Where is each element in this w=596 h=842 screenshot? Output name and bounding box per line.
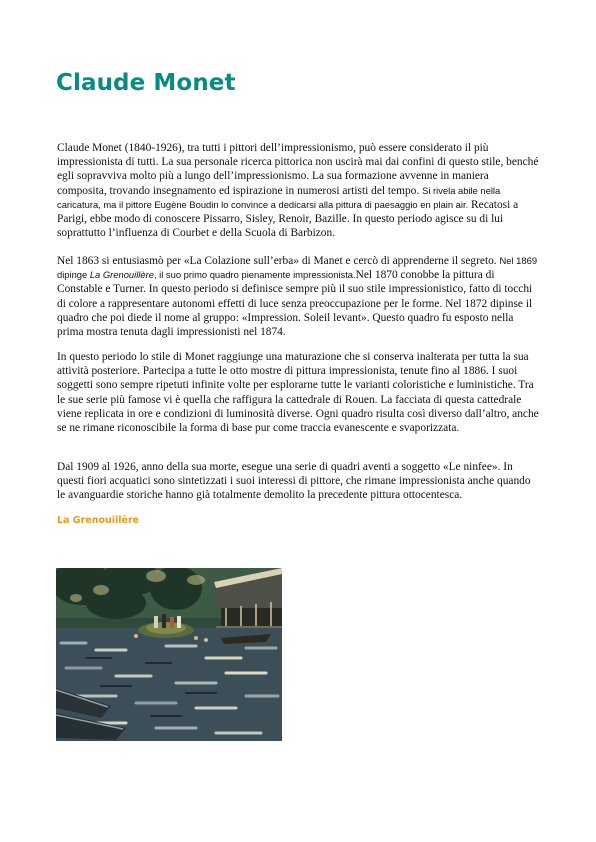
paragraph-2-text-a: Nel 1863 si entusiasmò per «La Colazione sull’erba» di Manet e cercò di apprenderne il segreto. [57,255,500,267]
paragraph-1 [57,141,541,240]
paragraph-1-text-b: Si rivela abile nella caricatura, ma il pittore Eugène Boudin lo convince a dedicarsi alla pittura di paesaggio en plain air. [57,184,501,210]
paragraph-1-text-c: Recatosi a Parigi, ebbe modo di conoscere Pissarro, Sisley, Renoir, Bazille. In questo periodo agisce su di lui soprattutto l’influenza di Courbet e della Scuola di Barbizon. [57,198,519,240]
paragraph-2-text-b: Nel 1869 dipinge [57,255,538,281]
paragraph-2-text-d: Nel 1870 conobbe la pittura di Constable e Turner. In questo periodo si definisce sempre più il suo stile impressionistico, fatto di tocchi di colore a rappresentare autonomi effetti di luce senza preoccupazione per le forme. Nel 1872 dipinse il quadro che poi diede il nome al gruppo: «Impression. Soleil levant». Questo quadro fu esposto nella prima mostra tenuta dagli impressionisti nel 1874. [57,269,533,339]
page-title: Claude Monet [56,70,236,96]
paragraph-3: In questo periodo lo stile di Monet raggiunge una maturazione che si conserva inalterata per tutta la sua attività posteriore. Partecipa a tutte le otto mostre di pittura impressionista, tenute fino al 1886. I suoi soggetti sono sempre ripetuti infinite volte per esplorarne tutte le varianti coloristiche e luministiche. Tra le sue serie più famose vi è quella che raffigura la cattedrale di Rouen. La facciata di questa cattedrale viene replicata in ore e condizioni di luminosità diverse. Ogni quadro risulta così diverso dall’altro, anche se ne rimane riconoscibile la forma di base pur come traccia evanescente e svaporizzata. [57,351,539,435]
paragraph-2-text-c: , il suo primo quadro pienamente impressionista. [153,269,356,281]
paragraph-2-painting-title: La Grenouillère [89,269,154,281]
painting-la-grenouillere [56,568,282,741]
image-caption: La Grenouillère [57,515,140,526]
paragraph-4: Dal 1909 al 1926, anno della sua morte, esegue una serie di quadri aventi a soggetto «Le ninfee». In questi fiori acquatici sono sintetizzati i suoi interessi di pittore, che rimane impressionista anche quando le avanguardie storiche hanno già totalmente demolito la precedente pittura ottocentesca. [57,461,531,502]
paragraph-2 [57,254,541,339]
paragraph-1-text-a: Claude Monet (1840-1926), tra tutti i pittori dell’impressionismo, può essere considerato il più impressionista di tutti. La sua personale ricerca pittorica non uscirà mai dai confini di questo stile, benché egli sopravviva molto più a lungo dell’impressionismo. La sua formazione avvenne in maniera composita, trovando insegnamento ed ispirazione in numerosi artisti del tempo. [57,142,539,197]
